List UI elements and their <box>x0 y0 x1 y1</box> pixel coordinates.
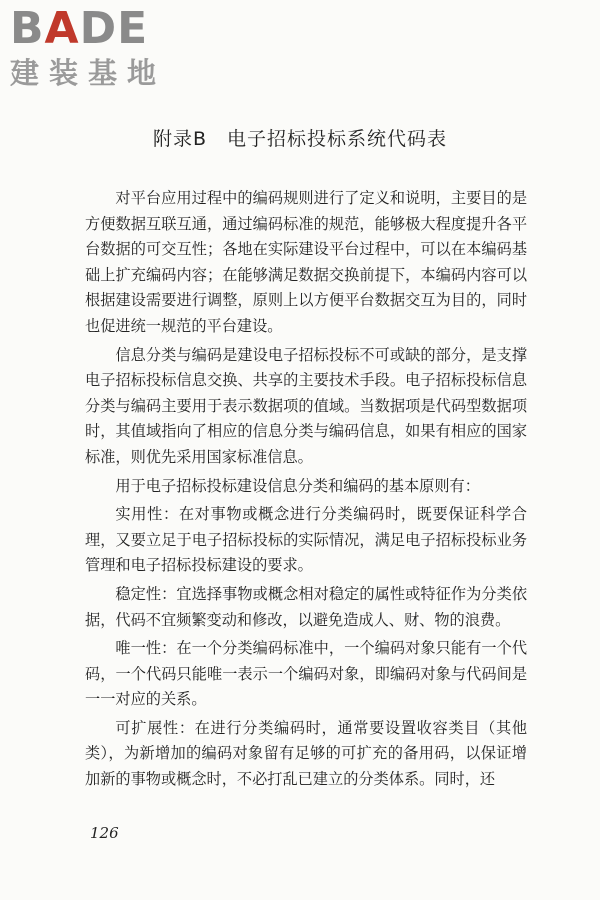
paragraph: 唯一性：在一个分类编码标准中，一个编码对象只能有一个代码，一个代码只能唯一表示一个编码对象，即编码对象与代码间是一一对应的关系。 <box>85 639 527 709</box>
paragraph: 可扩展性：在进行分类编码时，通常要设置收容类目（其他类），为新增加的编码对象留有足够的可扩充的备用码，以保证增加新的事物或概念时，不必打乱已建立的分类体系。同时，还 <box>85 718 527 789</box>
paragraph: 稳定性：宜选择事物或概念相对稳定的属性或特征作为分类依据，代码不宜频繁变动和修改，以避免造成人、财、物的浪费。 <box>85 584 527 629</box>
logo-subtitle: 建装基地 <box>10 56 167 90</box>
logo-wordmark: BADE <box>10 3 149 54</box>
publisher-logo <box>10 4 180 90</box>
paragraph: 信息分类与编码是建设电子招标投标不可或缺的部分，是支撑电子招标投标信息交换、共享的主要技术手段。电子招标投标信息分类与编码主要用于表示数据项的值域。当数据项是代码型数据项时，其值域指向了相应的信息分类与编码信息，如果有相应的国家标准，则优先采用国家标准信息。 <box>85 345 527 466</box>
page-number: 126 <box>90 824 119 842</box>
page-title: 附录B 电子招标投标系统代码表 <box>152 128 448 150</box>
body-text <box>85 186 527 796</box>
paragraph: 对平台应用过程中的编码规则进行了定义和说明，主要目的是方便数据互联互通，通过编码标准的规范，能够极大程度提升各平台数据的可交互性；各地在实际建设平台过程中，可以在本编码基础上扩充编码内容；在能够满足数据交换前提下，本编码内容可以根据建设需要进行调整，原则上以方便平台数据交互为目的，同时也促进统一规范的平台建设。 <box>85 189 527 335</box>
paragraph: 用于电子招标投标建设信息分类和编码的基本原则有： <box>115 476 480 495</box>
paragraph: 实用性：在对事物或概念进行分类编码时，既要保证科学合理，又要立足于电子招标投标的实际情况，满足电子招标投标业务管理和电子招标投标建设的要求。 <box>85 505 527 575</box>
